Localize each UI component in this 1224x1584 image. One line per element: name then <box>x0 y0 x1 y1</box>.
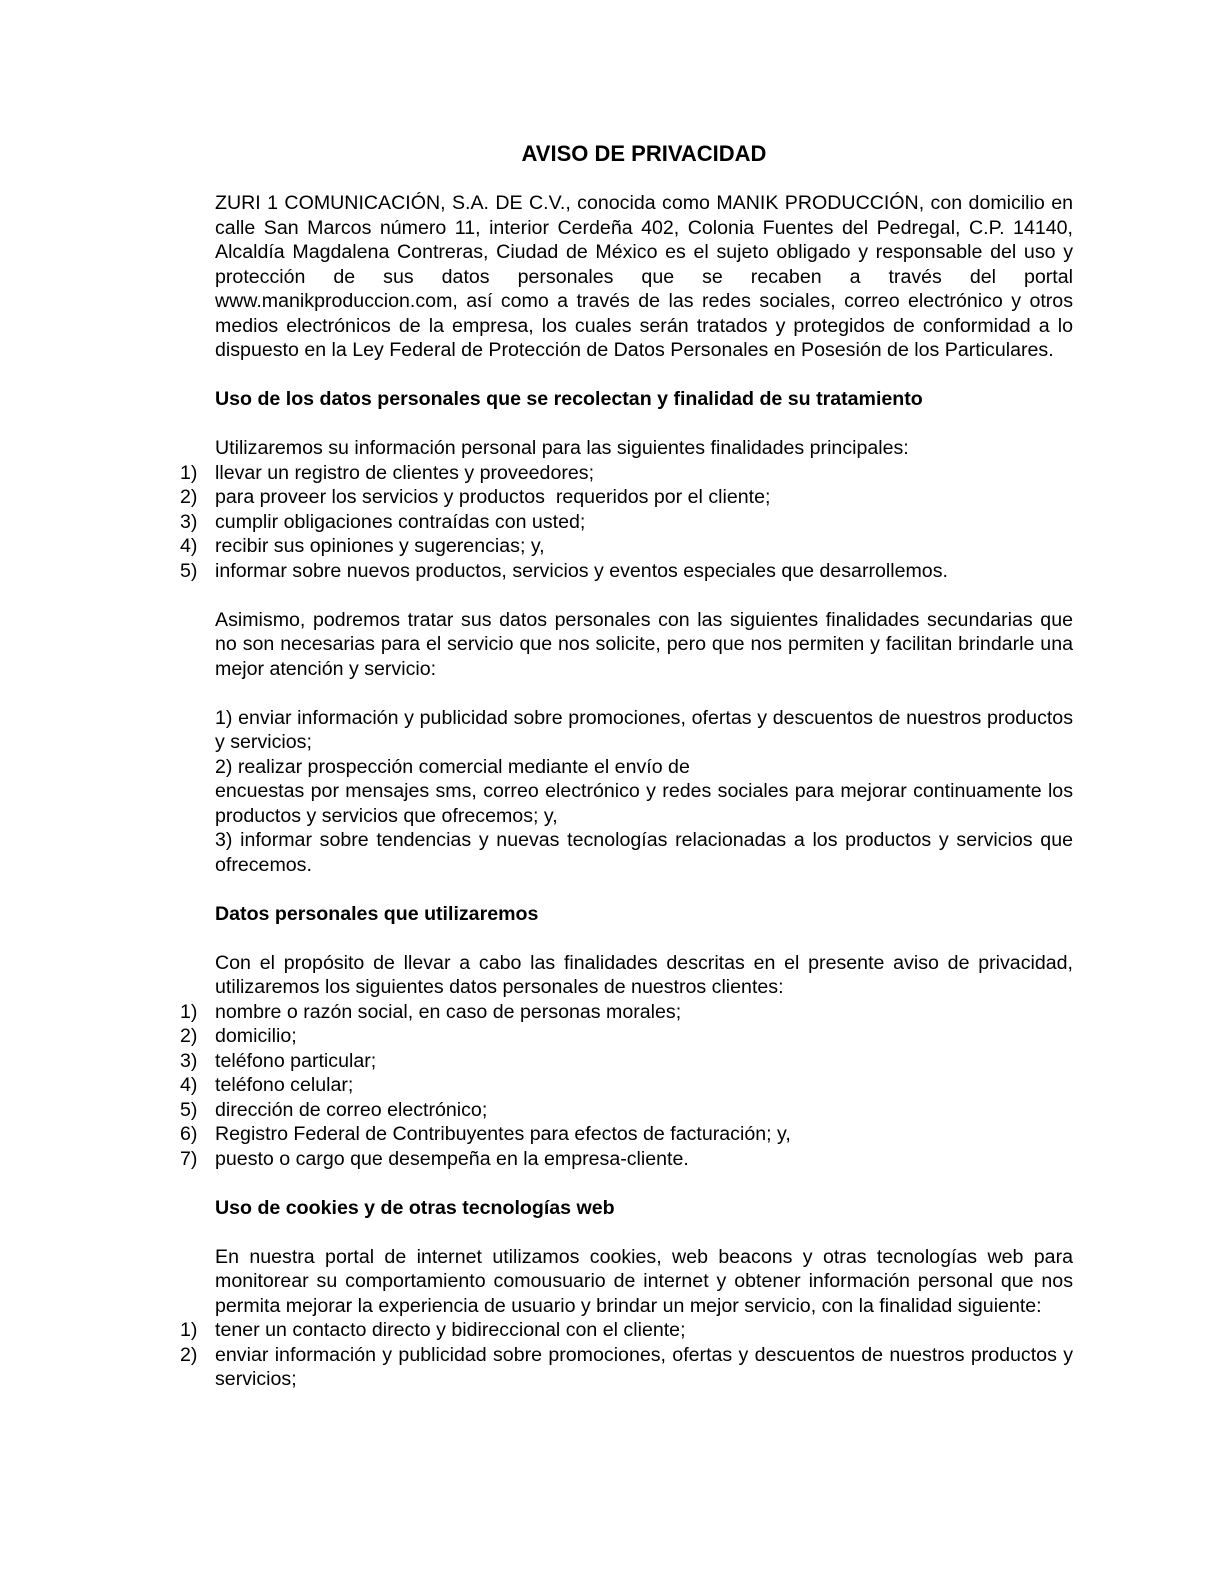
finalidades-secundarias-intro: Asimismo, podremos tratar sus datos personales con las siguientes finalidades secundarias que no son necesarias para el servicio que nos solicite, pero que nos permiten y facilitan brindarle una mejor atención y servicio: <box>215 608 1073 680</box>
secondary-line: 2) realizar prospección comercial mediante el envío de <box>215 755 690 778</box>
secondary-line: encuestas por mensajes sms, correo electrónico y redes sociales para mejorar continuamente los productos y servicios que ofrecemos; y, <box>215 780 1073 827</box>
list-item <box>180 534 1073 559</box>
list-item <box>180 1073 1073 1098</box>
list-item-number: 2) <box>180 1025 198 1047</box>
list-item-number: 3) <box>180 510 198 533</box>
list-item-text: puesto o cargo que desempeña en la empresa-cliente. <box>215 1147 689 1170</box>
intro-paragraph: ZURI 1 COMUNICACIÓN, S.A. DE C.V., conocida como MANIK PRODUCCIÓN, con domicilio en calle San Marcos número 11, interior Cerdeña 402, Colonia Fuentes del Pedregal, C.P. 14140, Alcaldía Magdalena Contreras, Ciudad de México es el sujeto obligado y responsable del uso y protección de sus datos personales que se recaben a través del portal www.manikproduccion.com, así como a través de las redes sociales, correo electrónico y otros medios electrónicos de la empresa, los cuales serán tratados y protegidos de conformidad a lo dispuesto en la Ley Federal de Protección de Datos Personales en Posesión de los Particulares. <box>215 192 1073 361</box>
finalidades-secundarias-list <box>215 706 1073 878</box>
datos-personales-list <box>180 1000 1073 1172</box>
list-item-text: llevar un registro de clientes y proveedores; <box>215 461 595 484</box>
list-item <box>180 1318 1073 1343</box>
list-item-text: teléfono particular; <box>215 1049 377 1072</box>
list-item <box>180 485 1073 510</box>
list-item-text: informar sobre nuevos productos, servicios y eventos especiales que desarrollemos. <box>215 559 948 582</box>
list-item-number: 5) <box>180 1098 198 1121</box>
list-item-text: tener un contacto directo y bidireccional con el cliente; <box>215 1319 686 1341</box>
list-item-number: 1) <box>180 1000 198 1023</box>
uso-datos-lead-paragraph: Utilizaremos su información personal para las siguientes finalidades principales: <box>215 437 909 459</box>
document-title: AVISO DE PRIVACIDAD <box>521 141 767 166</box>
list-item <box>180 1343 1079 1392</box>
secondary-line: 3) informar sobre tendencias y nuevas tecnologías relacionadas a los productos y servicios que ofrecemos. <box>215 829 1073 876</box>
list-item-number: 2) <box>180 486 198 508</box>
list-item-text: teléfono celular; <box>215 1074 354 1096</box>
list-item <box>180 1122 1073 1147</box>
list-item-number: 4) <box>180 535 198 557</box>
list-item <box>180 1147 1073 1172</box>
section-heading-uso-datos: Uso de los datos personales que se recolectan y finalidad de su tratamiento <box>215 388 923 410</box>
section-heading-cookies: Uso de cookies y de otras tecnologías web <box>215 1196 615 1219</box>
datos-personales-lead-paragraph: Con el propósito de llevar a cabo las finalidades descritas en el presente aviso de privacidad, utilizaremos los siguientes datos personales de nuestros clientes: <box>215 951 1073 998</box>
list-item <box>180 1000 1073 1025</box>
list-item <box>180 1024 1073 1049</box>
list-item-text: recibir sus opiniones y sugerencias; y, <box>215 535 545 557</box>
list-item <box>180 510 1073 535</box>
list-item-number: 1) <box>180 461 198 484</box>
list-item-text: para proveer los servicios y productos requeridos por el cliente; <box>215 486 771 508</box>
list-item-number: 7) <box>180 1147 198 1170</box>
cookies-lead-paragraph: En nuestra portal de internet utilizamos cookies, web beacons y otras tecnologías web para monitorear su comportamiento comousuario de internet y obtener información personal que nos permita mejorar la experiencia de usuario y brindar un mejor servicio, con la finalidad siguiente: <box>215 1245 1073 1317</box>
list-item-number: 1) <box>180 1319 198 1341</box>
list-item <box>180 461 1073 486</box>
list-item-text: cumplir obligaciones contraídas con usted; <box>215 510 586 533</box>
document-content <box>180 0 1079 1392</box>
list-item <box>180 1049 1073 1074</box>
list-item-text: enviar información y publicidad sobre promociones, ofertas y descuentos de nuestros productos y servicios; <box>215 1343 1079 1390</box>
section-heading-datos-personales: Datos personales que utilizaremos <box>215 902 539 925</box>
list-item-text: dirección de correo electrónico; <box>215 1098 488 1121</box>
list-item <box>180 1098 1073 1123</box>
list-item-number: 4) <box>180 1074 198 1096</box>
list-item-number: 6) <box>180 1123 198 1145</box>
list-item <box>180 559 1073 584</box>
list-item-text: Registro Federal de Contribuyentes para efectos de facturación; y, <box>215 1123 791 1145</box>
list-item-number: 2) <box>180 1343 198 1366</box>
list-item-number: 3) <box>180 1049 198 1072</box>
list-item-number: 5) <box>180 559 198 582</box>
cookies-list <box>180 1318 1079 1392</box>
secondary-line: 1) enviar información y publicidad sobre promociones, ofertas y descuentos de nuestros productos y servicios; <box>215 706 1073 753</box>
list-item-text: nombre o razón social, en caso de personas morales; <box>215 1000 682 1023</box>
list-item-text: domicilio; <box>215 1025 297 1047</box>
finalidades-principales-list <box>180 461 1073 584</box>
